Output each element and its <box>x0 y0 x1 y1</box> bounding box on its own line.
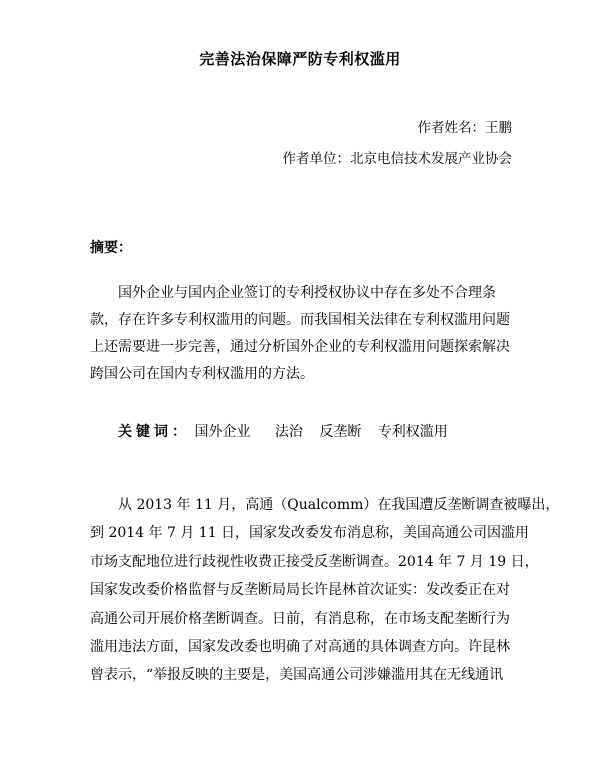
abstract-line: 上还需要进一步完善，通过分析国外企业的专利权滥用问题探索解决 <box>90 339 510 355</box>
abstract-line: 款，存在许多专利权滥用的问题。而我国相关法律在专利权滥用问题 <box>90 312 510 328</box>
body-line: 滥用违法方面，国家发改委也明确了对高通的具体调查方向。许昆林 <box>90 639 510 656</box>
keyword-item: 国外企业 <box>194 424 251 440</box>
keywords-line <box>118 421 468 441</box>
abstract-heading: 摘要： <box>90 240 132 256</box>
keyword-item: 法治 <box>274 424 303 440</box>
author-affiliation: 作者单位：北京电信技术发展产业协会 <box>282 151 512 167</box>
body-line: 到 2014 年 7 月 11 日，国家发改委发布消息称，美国高通公司因滥用 <box>90 525 530 542</box>
author-name: 作者姓名：王鹏 <box>417 120 512 136</box>
body-line: 市场支配地位进行歧视性收费正接受反垄断调查。2014 年 7 月 19 日， <box>90 553 539 570</box>
body-text <box>90 491 560 690</box>
body-line: 从 2013 年 11 月，高通（Qualcomm）在我国遭反垄断调查被曝出， <box>90 497 560 513</box>
abstract-line: 跨国公司在国内专利权滥用的方法。 <box>90 366 314 382</box>
keyword-item: 反垄断 <box>319 424 362 440</box>
abstract-line: 国外企业与国内企业签订的专利授权协议中存在多处不合理条 <box>90 285 496 301</box>
paper-title: 完善法治保障严防专利权滥用 <box>199 50 401 68</box>
keywords-label: 关键词： <box>118 424 190 440</box>
body-line: 国家发改委价格监督与反垄断局局长许昆林首次证实：发改委正在对 <box>90 582 510 599</box>
body-line: 高通公司开展价格垄断调查。日前，有消息称，在市场支配垄断行为 <box>90 610 510 627</box>
abstract-body <box>90 280 512 388</box>
keyword-item: 专利权滥用 <box>377 424 448 440</box>
body-line: 曾表示，“举报反映的主要是，美国高通公司涉嫌滥用其在无线通讯 <box>90 667 504 684</box>
